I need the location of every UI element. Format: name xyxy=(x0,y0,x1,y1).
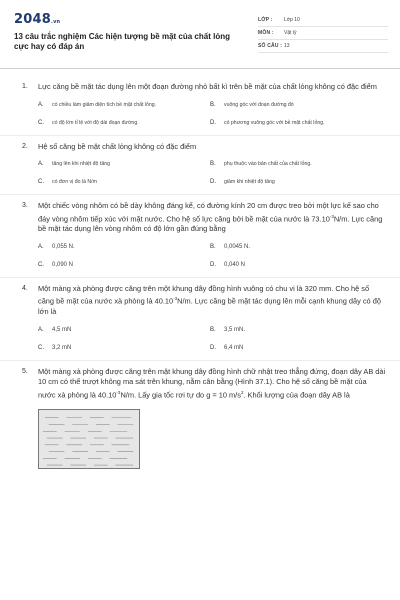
question-1 xyxy=(0,76,400,136)
option-text: 4,5 mN xyxy=(52,326,72,333)
question-number: 3. xyxy=(22,202,28,209)
meta-value: 13 xyxy=(284,43,290,49)
answer-option-b[interactable] xyxy=(210,99,382,111)
option-text: 3,5 mN. xyxy=(224,326,246,333)
option-letter: C. xyxy=(38,119,44,126)
answer-option-b[interactable] xyxy=(210,158,382,170)
option-letter: A. xyxy=(38,161,44,167)
option-text: 0,0045 N. xyxy=(224,243,251,250)
option-text: vuông góc với đoạn đường đó xyxy=(224,101,294,108)
option-letter: A. xyxy=(38,243,44,250)
question-text: Hệ số căng bề mặt chất lỏng không có đặc điểm xyxy=(38,141,197,151)
question-number: 2. xyxy=(22,142,28,150)
answer-option-a[interactable] xyxy=(38,241,210,253)
option-text: 0,040 N xyxy=(224,261,246,268)
option-letter: B. xyxy=(210,243,216,250)
meta-row-class xyxy=(258,14,388,27)
question-number: 1. xyxy=(22,83,28,90)
option-text: có phương vuông góc với bề mặt chất lỏng. xyxy=(224,119,325,126)
answer-option-d[interactable] xyxy=(210,259,382,271)
exponent: -3 xyxy=(173,296,178,302)
option-text: phụ thuộc vào bản chất của chất lỏng. xyxy=(224,161,312,167)
option-text: tăng lên khi nhiệt độ tăng xyxy=(52,161,110,167)
option-letter: B. xyxy=(210,161,216,167)
soap-film-illustration xyxy=(39,410,139,468)
logo-suffix: .vn xyxy=(50,19,61,25)
question-text-part: N/m. Lực căng bề mặt tác dụng lên mỗi cạnh khung dây có độ lớn là xyxy=(38,296,381,317)
answer-options xyxy=(38,324,386,354)
meta-key: SỐ CÂU : xyxy=(258,43,283,49)
exponent: -3 xyxy=(329,213,334,219)
answer-option-b[interactable] xyxy=(210,324,382,336)
option-letter: A. xyxy=(38,326,44,333)
option-text: 0,090 N xyxy=(52,261,74,268)
option-text: có chiều làm giảm diện tích bề mặt chất lỏng. xyxy=(52,101,157,108)
meta-key: MÔN : xyxy=(258,30,274,36)
question-5 xyxy=(0,361,400,475)
option-text: có độ lớn tỉ lệ với độ dài đoạn đường. xyxy=(52,119,139,126)
answer-option-a[interactable] xyxy=(38,99,210,111)
answer-option-d[interactable] xyxy=(210,176,382,188)
site-logo[interactable] xyxy=(14,12,60,27)
option-letter: B. xyxy=(210,101,216,108)
meta-key: LỚP : xyxy=(258,17,273,23)
question-4 xyxy=(0,278,400,361)
answer-option-c[interactable] xyxy=(38,259,210,271)
exponent: 2 xyxy=(240,389,244,395)
answer-option-a[interactable] xyxy=(38,158,210,170)
option-text: có đơn vị đo là N/m xyxy=(52,179,97,185)
meta-table xyxy=(258,14,388,53)
option-letter: C. xyxy=(38,344,44,351)
option-letter: C. xyxy=(38,261,44,268)
answer-option-d[interactable] xyxy=(210,342,382,354)
question-text: Lực căng bề mặt tác dụng lên một đoạn đường nhỏ bất kì trên bề mặt của chất lỏng không có đặc điểm xyxy=(38,82,377,91)
meta-row-count xyxy=(258,40,388,53)
option-letter: D. xyxy=(210,344,216,351)
option-text: 3,2 mN xyxy=(52,344,72,351)
exponent: -3 xyxy=(116,389,121,395)
logo-text: 2048 xyxy=(14,12,51,27)
question-text-part: Một màng xà phòng được căng trên mặt khung dây đồng hình chữ nhật treo thẳng đứng, đoạn dây AB dài 10 cm có thể trượt không ma sát trên khung, nằm cân bằng (Hình 37.1). Cho hệ số căng bề mặt của nước xà phòng là 40.10 xyxy=(38,366,386,400)
option-letter: C. xyxy=(38,179,44,185)
option-letter: D. xyxy=(210,119,216,126)
answer-option-d[interactable] xyxy=(210,117,382,129)
option-text: giảm khi nhiệt độ tăng xyxy=(224,179,275,185)
question-list xyxy=(0,76,400,475)
answer-options xyxy=(38,241,386,271)
header-divider xyxy=(0,68,400,69)
question-text xyxy=(38,201,386,235)
question-text-part: . Khối lượng của đoạn dây AB là xyxy=(243,390,350,400)
document-title: 13 câu trắc nghiệm Các hiện tượng bề mặt của chất lỏng cực hay có đáp án xyxy=(14,32,230,51)
meta-value: Vật lý xyxy=(284,30,297,36)
option-text: 6,4 mN xyxy=(224,344,244,351)
question-text-part: N/m. Lực căng bề mặt tác dụng lên vòng nhôm có độ lớn gần đúng bằng xyxy=(38,213,383,234)
meta-row-subject xyxy=(258,27,388,40)
answer-option-b[interactable] xyxy=(210,241,382,253)
question-2 xyxy=(0,136,400,196)
soap-film-frame-figure xyxy=(38,409,140,469)
option-letter: D. xyxy=(210,261,216,268)
question-number: 4. xyxy=(22,284,28,292)
meta-value: Lớp 10 xyxy=(284,17,300,23)
option-text: 0,055 N. xyxy=(52,243,75,250)
question-text-part: N/m. Lấy gia tốc rơi tự do g = 10 m/s xyxy=(120,390,241,400)
answer-option-a[interactable] xyxy=(38,324,210,336)
answer-options xyxy=(38,99,386,129)
option-letter: A. xyxy=(38,101,44,108)
question-text-part: Một màng xà phòng được căng trên một khung dây đồng hình vuông có chu vi là 320 mm. Cho hệ số căng bề mặt của nước xà phòng là 40.10 xyxy=(38,283,370,306)
question-3 xyxy=(0,195,400,278)
answer-option-c[interactable] xyxy=(38,176,210,188)
answer-option-c[interactable] xyxy=(38,117,210,129)
question-number: 5. xyxy=(22,367,28,375)
question-text-part: Một chiếc vòng nhôm có bề dày không đáng kể, có đường kính 20 cm được treo bởi một lực kế sao cho đáy vòng nhôm tiếp xúc với mặt nước. Cho hệ số lực căng bởi bề mặt của nước là 73.10 xyxy=(38,201,379,223)
option-letter: B. xyxy=(210,326,216,333)
option-letter: D. xyxy=(210,179,216,185)
question-text xyxy=(38,367,386,401)
answer-options xyxy=(38,158,386,188)
answer-option-c[interactable] xyxy=(38,342,210,354)
question-text xyxy=(38,284,386,318)
page-header xyxy=(0,0,400,68)
